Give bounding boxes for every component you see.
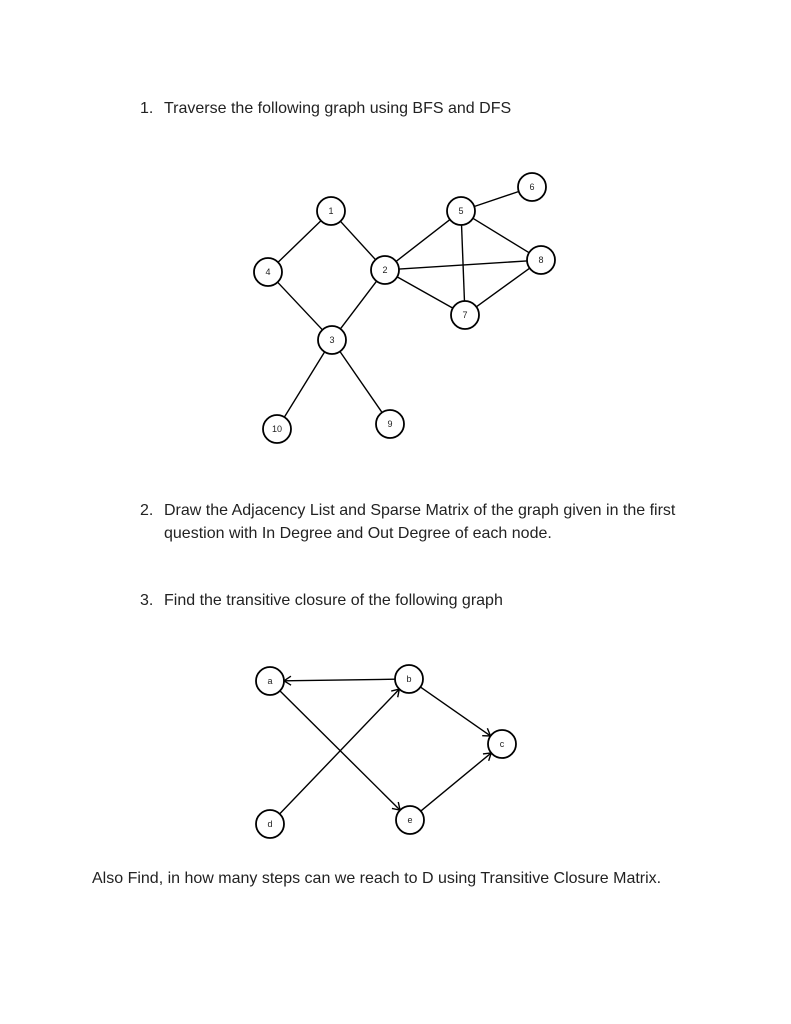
graph1-node-label: 6 — [529, 182, 535, 192]
graph1-node-label: 7 — [462, 310, 468, 320]
graph1-node-label: 3 — [329, 335, 335, 345]
graph2-node-b — [395, 665, 423, 693]
closure-steps-note: Also Find, in how many steps can we reach to D using Transitive Closure Matrix. — [92, 870, 662, 887]
question-3-text: Find the transitive closure of the following graph — [164, 592, 503, 609]
graph2-edge-b-a — [284, 676, 395, 685]
graph2-edge-b-c — [420, 687, 490, 736]
graph2-node-a — [256, 667, 284, 695]
question-3-number: 3. — [140, 592, 154, 609]
graph2-node-label: b — [406, 674, 412, 684]
question-2-number: 2. — [140, 502, 154, 519]
graph1-node-label: 4 — [265, 267, 271, 277]
graph1-node-label: 5 — [458, 206, 464, 216]
graph2-node-e — [396, 806, 424, 834]
graph1-node-label: 2 — [382, 265, 388, 275]
question-1-number: 1. — [140, 100, 154, 117]
graph1-node-label: 9 — [387, 419, 393, 429]
graph2-node-label: e — [407, 815, 413, 825]
graph2-node-d — [256, 810, 284, 838]
graph1-node-label: 10 — [271, 424, 283, 434]
question-1-text: Traverse the following graph using BFS and DFS — [164, 100, 512, 117]
graph2-node-label: d — [267, 819, 273, 829]
graph2-node-label: c — [499, 739, 505, 749]
graph2-node-c — [488, 730, 516, 758]
graph1-node-label: 8 — [538, 255, 544, 265]
graph2-node-label: a — [267, 676, 273, 686]
question-2-text: Draw the Adjacency List and Sparse Matrix of the graph given in the first question with In Degree and Out Degree of each node. — [164, 502, 676, 542]
graph1-node-label: 1 — [328, 206, 334, 216]
graph2-edge-e-c — [421, 753, 491, 811]
